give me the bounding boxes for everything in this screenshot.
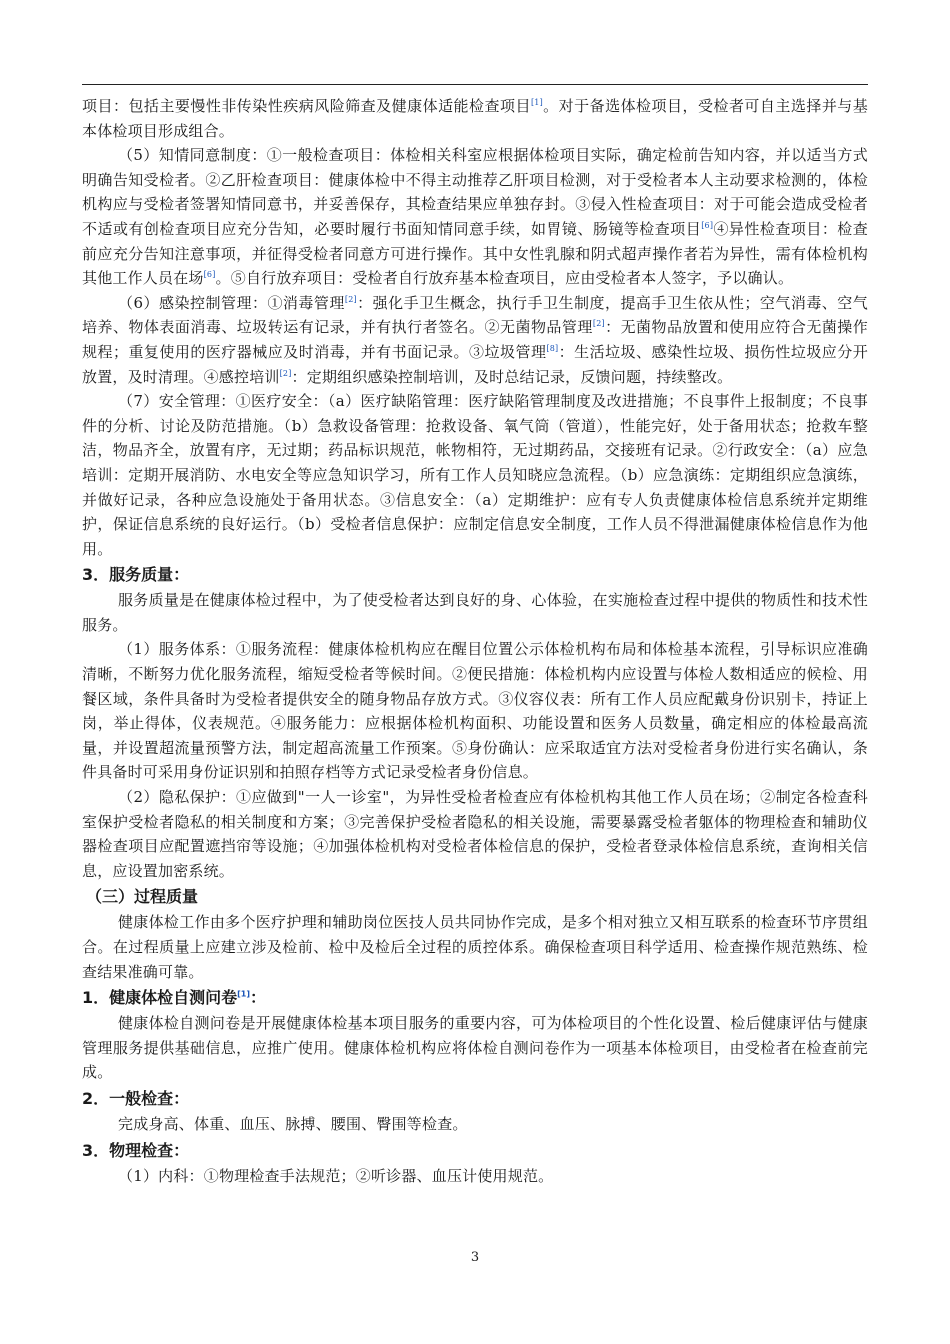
- paragraph-safety-management: （7）安全管理：①医疗安全：（a）医疗缺陷管理：医疗缺陷管理制度及改进措施；不良事件上报制度；不良事件的分析、讨论及防范措施。（b）急救设备管理：抢救设备、氧气筒（管道），性能完好，处于备用状态；抢救车整洁，物品齐全，放置有序，无过期；药品标识规范，帐物相符，无过期药品，交接班有记录。②行政安全：（a）应急培训：定期开展消防、水电安全等应急知识学习，所有工作人员知晓应急流程。（b）应急演练：定期组织应急演练，并做好记录，各种应急设施处于备用状态。③信息安全：（a）定期维护：应有专人负责健康体检信息系统并定期维护，保证信息系统的良好运行。（b）受检者信息保护：应制定信息安全制度，工作人员不得泄漏健康体检信息作为他用。: [82, 392, 868, 558]
- citation-8[interactable]: [8]: [546, 343, 559, 353]
- text: ：强化手卫生概念，执行手卫生制度，提高手卫生依从性；空气消毒、空气培养、物体表面消毒、垃圾转运有记录，并有执行者签名。②无菌物品管理: [82, 293, 868, 337]
- paragraph-service-system: （1）服务体系：①服务流程：健康体检机构应在醒目位置公示体检机构布局和体检基本流程，引导标识应准确清晰，不断努力优化服务流程，缩短受检者等候时间。②便民措施：体检机构内应设置与体检人数相适应的候检、用餐区域，条件具备时为受检者提供安全的随身物品存放方式。③仪容仪表：所有工作人员应配戴身份识别卡，持证上岗，举止得体，仪表规范。④服务能力：应根据体检机构面积、功能设置和医务人员数量，确定相应的体检最高流量，并设置超流量预警方法，制定超高流量工作预案。⑤身份确认：应采取适宜方法对受检者身份进行实名确认，条件具备时可采用身份证识别和拍照存档等方式记录受检者身份信息。: [82, 640, 868, 782]
- paragraph-basic-items: [82, 94, 868, 143]
- paragraph-physical-exam: （1）内科：①物理检查手法规范；②听诊器、血压计使用规范。: [118, 1166, 554, 1185]
- paragraph-questionnaire: 健康体检自测问卷是开展健康体检基本项目服务的重要内容，可为体检项目的个性化设置、检后健康评估与健康管理服务提供基础信息，应推广使用。健康体检机构应将体检自测问卷作为一项基本体检项目，由受检者在检查前完成。: [82, 1014, 868, 1082]
- heading-general-exam: 2．一般检查：: [82, 1088, 190, 1108]
- heading-physical-exam: 3．物理检查：: [82, 1140, 190, 1160]
- text: ：无菌物品放置和使用应符合无菌操作规程；重复使用的医疗器械应及时消毒，并有书面记录。③垃圾管理: [82, 318, 868, 361]
- paragraph-privacy: （2）隐私保护：①应做到"一人一诊室"，为异性受检者检查应有体检机构其他工作人员在场；②制定各检查科室保护受检者隐私的相关制度和方案；③完善保护受检者隐私的相关设施，需要暴露受检者躯体的物理检查和辅助仪器检查项目应配置遮挡帘等设施；④加强体检机构对受检者体检信息的保护，受检者登录体检信息系统，查询相关信息，应设置加密系统。: [82, 788, 868, 880]
- text: ：: [250, 988, 267, 1008]
- paragraph-general-exam: 完成身高、体重、血压、脉搏、腰围、臀围等检查。: [118, 1114, 468, 1133]
- paragraph-service-quality: 服务质量是在健康体检过程中，为了使受检者达到良好的身、心体验，在实施检查过程中提供的物质性和技术性服务。: [82, 591, 868, 634]
- heading-questionnaire: [82, 985, 868, 1011]
- text: （5）知情同意制度：①一般检查项目：体检相关科室应根据体检项目实际，确定检前告知内容，并以适当方式明确告知受检者。②乙肝检查项目：健康体检中不得主动推荐乙肝项目检测，对于受检者本人主动要求检测的，体检机构应与受检者签署知情同意书，并妥善保存，其检查结果应单独存封。③侵入性检查项目：对于可能会造成受检者不适或有创检查项目应充分告知，必要时履行书面知情同意手续，如胃镜、肠镜等检查项目: [82, 146, 868, 238]
- citation-2[interactable]: [2]: [279, 368, 292, 378]
- citation-2[interactable]: [2]: [344, 294, 357, 304]
- heading-service-quality: 3．服务质量：: [82, 565, 190, 585]
- paragraph-informed-consent: [82, 143, 868, 291]
- text: 。⑤自行放弃项目：受检者自行放弃基本检查项目，应由受检者本人签字，予以确认。: [215, 269, 794, 288]
- text: 1．健康体检自测问卷: [82, 988, 238, 1008]
- citation-6[interactable]: [6]: [203, 270, 216, 280]
- heading-process-quality: （三）过程质量: [86, 887, 199, 907]
- paragraph-infection-control: [82, 291, 868, 389]
- text: 项目：包括主要慢性非传染性疾病风险筛查及健康体适能检查项目: [82, 97, 531, 115]
- page-number: 3: [470, 1250, 480, 1265]
- header-rule: [82, 84, 868, 85]
- paragraph-process-quality: 健康体检工作由多个医疗护理和辅助岗位医技人员共同协作完成，是多个相对独立又相互联系的检查环节序贯组合。在过程质量上应建立涉及检前、检中及检后全过程的质控体系。确保检查项目科学适用、检查操作规范熟练、检查结果准确可靠。: [82, 913, 868, 981]
- citation-2[interactable]: [2]: [592, 319, 605, 329]
- text: ④异性检查项目：检查前应充分告知注意事项，并征得受检者同意方可进行操作。其中女性乳腺和阴式超声操作者若为异性，需有体检机构其他工作人员在场: [82, 219, 868, 288]
- text: ：生活垃圾、感染性垃圾、损伤性垃圾应分开放置，及时清理。④感控培训: [82, 342, 868, 386]
- text: ：定期组织感染控制培训，及时总结记录，反馈问题，持续整改。: [291, 367, 733, 386]
- citation-1[interactable]: [1]: [237, 989, 251, 999]
- text: （6）感染控制管理：①消毒管理: [118, 293, 345, 312]
- document-body: [82, 94, 868, 1188]
- citation-1[interactable]: [1]: [530, 98, 543, 107]
- citation-6[interactable]: [6]: [701, 220, 714, 230]
- text: 。对于备选体检项目，受检者可自主选择并与基本体检项目形成组合。: [82, 97, 868, 140]
